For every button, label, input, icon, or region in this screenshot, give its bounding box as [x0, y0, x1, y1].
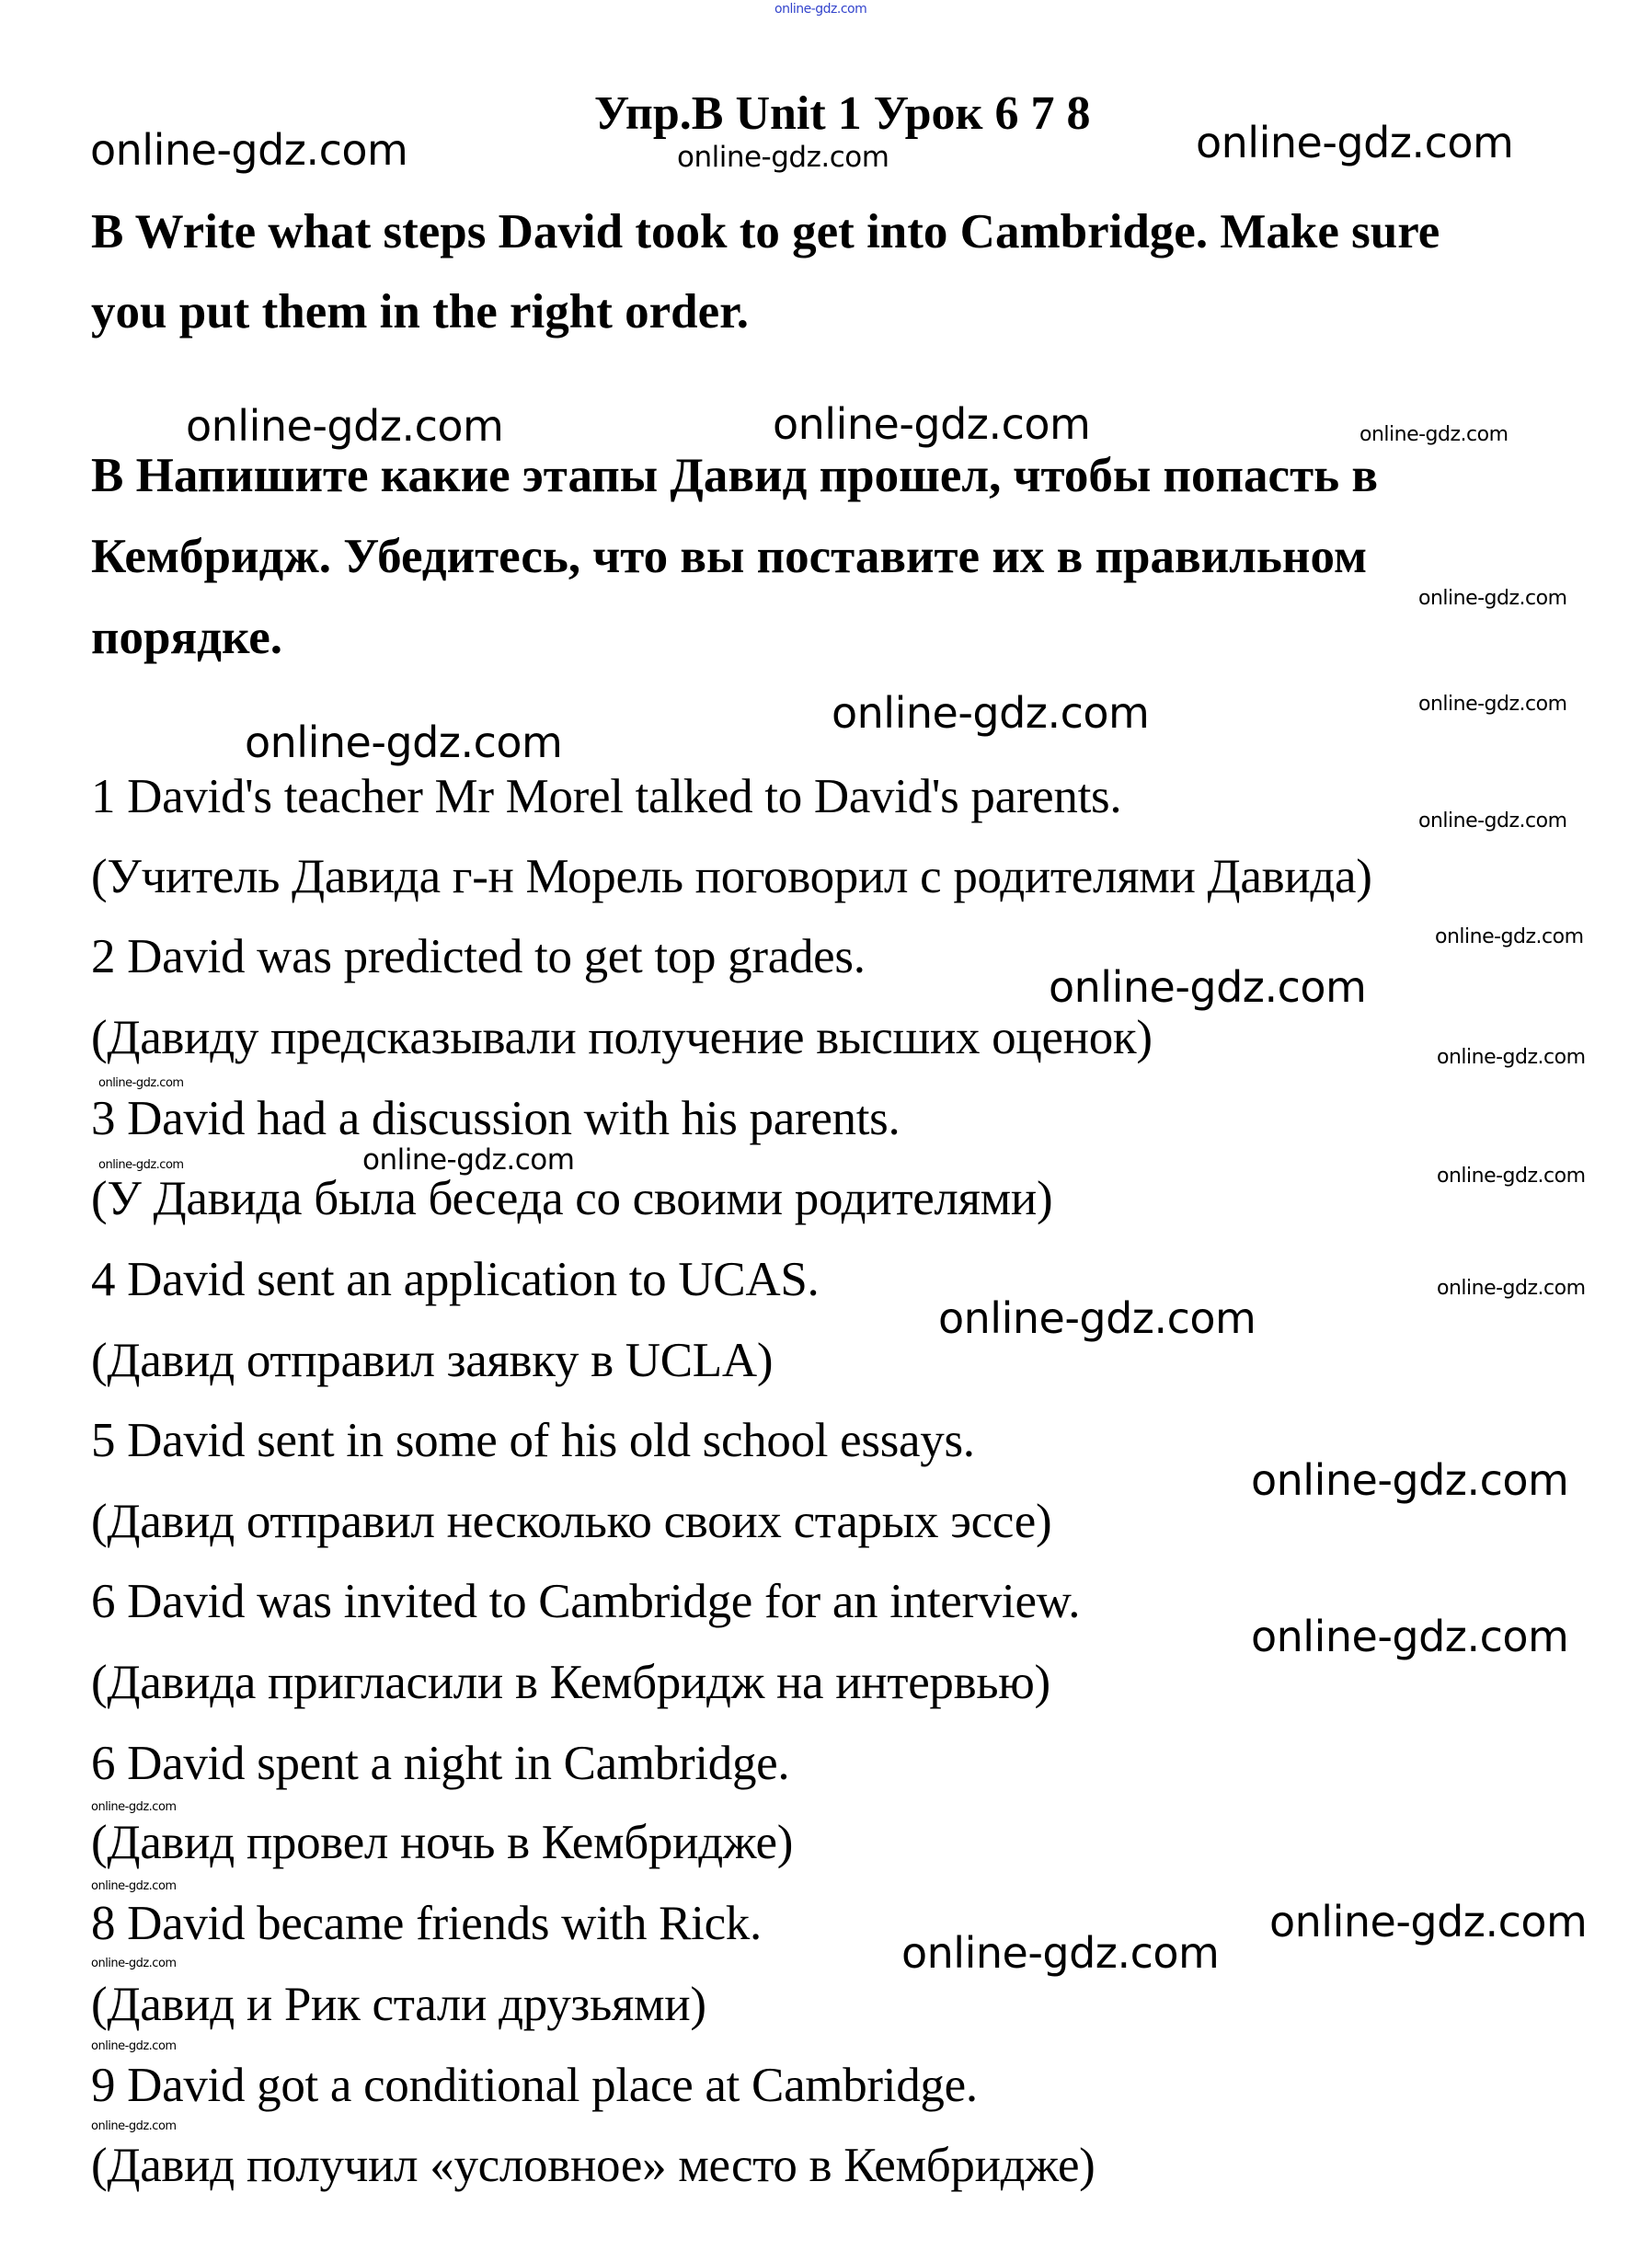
watermark: online-gdz.com: [1269, 1897, 1588, 1946]
watermark: online-gdz.com: [1196, 118, 1514, 167]
watermark: online-gdz.com: [91, 1879, 177, 1893]
answer-line: 4 David sent an application to UCAS.: [91, 1253, 820, 1306]
watermark: online-gdz.com: [1437, 1165, 1586, 1188]
answer-line: (Давид отправил заявку в UCLA): [91, 1334, 774, 1387]
watermark: online-gdz.com: [774, 2, 867, 17]
answer-line: (Давид отправил несколько своих старых эссе): [91, 1495, 1052, 1548]
watermark: online-gdz.com: [1418, 693, 1567, 716]
watermark: online-gdz.com: [91, 1800, 177, 1814]
page-title: Упр.В Unit 1 Урок 6 7 8: [594, 87, 1091, 140]
watermark: online-gdz.com: [91, 2039, 177, 2053]
watermark: online-gdz.com: [91, 1957, 177, 1970]
watermark: online-gdz.com: [1049, 962, 1367, 1012]
answer-line: 1 David's teacher Mr Morel talked to David's parents.: [91, 770, 1122, 823]
watermark: online-gdz.com: [832, 688, 1150, 738]
watermark: online-gdz.com: [90, 125, 408, 175]
watermark: online-gdz.com: [901, 1928, 1220, 1978]
watermark: online-gdz.com: [186, 401, 504, 451]
watermark: online-gdz.com: [1437, 1277, 1586, 1300]
watermark: online-gdz.com: [677, 141, 889, 174]
watermark: online-gdz.com: [1359, 423, 1509, 446]
answer-line: (Давида пригласили в Кембридж на интервью): [91, 1656, 1050, 1709]
answer-line: 9 David got a conditional place at Cambridge.: [91, 2059, 978, 2112]
watermark: online-gdz.com: [362, 1143, 575, 1177]
watermark: online-gdz.com: [245, 718, 563, 767]
task-ru-line: В Напишите какие этапы Давид прошел, чтобы попасть в: [91, 449, 1379, 502]
task-en-line: you put them in the right order.: [91, 285, 750, 339]
answer-line: 8 David became friends with Rick.: [91, 1897, 762, 1950]
watermark: online-gdz.com: [1435, 925, 1584, 948]
watermark: online-gdz.com: [98, 1158, 184, 1172]
watermark: online-gdz.com: [1251, 1612, 1569, 1661]
watermark: online-gdz.com: [1418, 809, 1567, 832]
task-ru-line: Кембридж. Убедитесь, что вы поставите их в правильном: [91, 530, 1368, 583]
task-en-line: B Write what steps David took to get into Cambridge. Make sure: [91, 205, 1440, 258]
answer-line: 3 David had a discussion with his parents.: [91, 1092, 901, 1145]
answer-line: (Давид получил «условное» место в Кембридже): [91, 2139, 1096, 2192]
answer-line: 6 David was invited to Cambridge for an interview.: [91, 1575, 1081, 1628]
answer-line: 2 David was predicted to get top grades.: [91, 930, 866, 983]
watermark: online-gdz.com: [773, 399, 1091, 449]
watermark: online-gdz.com: [1251, 1455, 1569, 1505]
task-ru-line: порядке.: [91, 611, 282, 664]
watermark: online-gdz.com: [98, 1076, 184, 1090]
answer-line: (Давид и Рик стали друзьями): [91, 1978, 706, 2031]
watermark: online-gdz.com: [1418, 587, 1567, 610]
watermark: online-gdz.com: [938, 1293, 1256, 1343]
answer-line: 6 David spent a night in Cambridge.: [91, 1737, 790, 1790]
answer-line: (Давид провел ночь в Кембридже): [91, 1816, 794, 1869]
answer-line: 5 David sent in some of his old school essays.: [91, 1414, 975, 1467]
watermark: online-gdz.com: [1437, 1046, 1586, 1069]
answer-line: (У Давида была беседа со своими родителями): [91, 1172, 1053, 1225]
watermark: online-gdz.com: [91, 2119, 177, 2133]
answer-line: (Давиду предсказывали получение высших оценок): [91, 1011, 1153, 1064]
answer-line: (Учитель Давида г-н Морель поговорил с родителями Давида): [91, 850, 1372, 903]
